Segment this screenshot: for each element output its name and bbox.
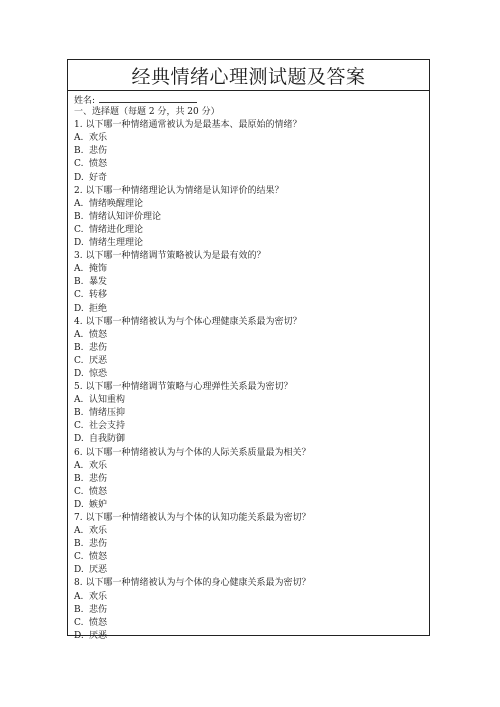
option-text: 情绪生理理论: [89, 238, 144, 249]
answer-option: [74, 617, 429, 630]
option-text: 悲伤: [89, 146, 108, 157]
answer-option: [74, 420, 429, 433]
answer-option: [74, 355, 429, 368]
option-letter: A.: [74, 329, 84, 340]
option-letter: A.: [74, 526, 84, 537]
answer-option: [74, 263, 429, 276]
option-text: 转移: [89, 290, 108, 301]
section-heading: 一、选择题（每题 2 分，共 20 分）: [74, 107, 220, 118]
answer-option: [74, 433, 429, 446]
option-text: 厌恶: [89, 565, 108, 576]
option-text: 情绪认知评价理论: [89, 211, 162, 222]
answer-option: [74, 172, 429, 185]
option-letter: C.: [74, 617, 84, 628]
option-letter: D.: [74, 630, 84, 641]
option-letter: C.: [74, 486, 84, 497]
option-text: 欢乐: [89, 526, 108, 537]
option-letter: A.: [74, 395, 84, 406]
title-row: [68, 60, 429, 91]
option-text: 悲伤: [89, 342, 108, 353]
question-text: 6. 以下哪一种情绪被认为与个体的人际关系质量最为相关？: [74, 447, 311, 458]
document-frame: [67, 59, 430, 641]
option-letter: C.: [74, 355, 84, 366]
option-letter: A.: [74, 133, 84, 144]
question-text: 5. 以下哪一种情绪调节策略与心理弹性关系最为密切？: [74, 382, 293, 393]
option-letter: A.: [74, 264, 84, 275]
answer-option: [74, 525, 429, 538]
option-letter: D.: [74, 238, 84, 249]
page-title: 经典情绪心理测试题及答案: [131, 65, 366, 88]
answer-option: [74, 289, 429, 302]
option-letter: D.: [74, 434, 84, 445]
option-text: 欢乐: [89, 460, 108, 471]
option-letter: A.: [74, 460, 84, 471]
option-text: 社会支持: [89, 421, 126, 432]
question-text: 7. 以下哪一种情绪被认为与个体的认知功能关系最为密切？: [74, 513, 311, 523]
option-letter: C.: [74, 159, 84, 170]
name-label: 姓名:: [74, 96, 96, 106]
document-body: [68, 91, 429, 643]
option-text: 认知重构: [89, 395, 126, 406]
option-text: 悲伤: [89, 604, 108, 615]
option-text: 悲伤: [89, 539, 108, 550]
option-text: 自我防御: [89, 434, 126, 445]
option-letter: C.: [74, 224, 84, 235]
option-text: 愤怒: [89, 552, 108, 563]
option-letter: D.: [74, 172, 84, 183]
answer-option: [74, 158, 429, 171]
option-letter: C.: [74, 421, 84, 432]
option-letter: A.: [74, 198, 84, 209]
option-letter: B.: [74, 473, 84, 484]
option-text: 情绪唤醒理论: [89, 198, 144, 209]
answer-option: [74, 460, 429, 473]
option-letter: A.: [74, 591, 84, 602]
option-letter: C.: [74, 552, 84, 563]
answer-option: [74, 237, 429, 250]
answer-option: [74, 394, 429, 407]
answer-option: [74, 591, 429, 604]
name-blank: [99, 93, 197, 103]
option-letter: B.: [74, 211, 84, 222]
option-letter: B.: [74, 408, 84, 419]
answer-option: [74, 486, 429, 499]
answer-option: [74, 473, 429, 486]
answer-option: [74, 368, 429, 381]
option-text: 情绪压抑: [89, 408, 126, 419]
question-text: 8. 以下哪一种情绪被认为与个体的身心健康关系最为密切？: [74, 578, 311, 589]
option-text: 嫉妒: [89, 499, 108, 510]
option-letter: D.: [74, 565, 84, 576]
question-text: 3. 以下哪一种情绪调节策略被认为是最有效的？: [74, 251, 266, 262]
answer-option: [74, 499, 429, 512]
option-text: 愤怒: [89, 486, 108, 497]
option-text: 惊恐: [89, 368, 108, 379]
name-line: [74, 93, 429, 106]
option-text: 好奇: [89, 172, 108, 183]
answer-option: [74, 342, 429, 355]
question-text: 1. 以下哪一种情绪通常被认为是最基本、最原始的情绪？: [74, 120, 302, 131]
option-letter: D.: [74, 499, 84, 510]
answer-option: [74, 551, 429, 564]
option-letter: B.: [74, 604, 84, 615]
answer-option: [74, 198, 429, 211]
answer-option: [74, 145, 429, 158]
answer-option: [74, 604, 429, 617]
question-text: 4. 以下哪一种情绪被认为与个体心理健康关系最为密切？: [74, 316, 302, 327]
option-text: 掩饰: [89, 264, 108, 275]
option-letter: B.: [74, 342, 84, 353]
option-text: 愤怒: [89, 159, 108, 170]
answer-option: [74, 132, 429, 145]
answer-option: [74, 224, 429, 237]
option-text: 愤怒: [89, 617, 108, 628]
option-letter: B.: [74, 539, 84, 550]
option-text: 暴发: [89, 277, 108, 288]
option-text: 欢乐: [89, 591, 108, 602]
option-text: 情绪进化理论: [89, 224, 144, 235]
option-text: 欢乐: [89, 133, 108, 144]
option-text: 厌恶: [89, 355, 108, 366]
option-text: 悲伤: [89, 473, 108, 484]
answer-option: [74, 538, 429, 551]
option-letter: B.: [74, 277, 84, 288]
answer-option: [74, 211, 429, 224]
option-letter: D.: [74, 368, 84, 379]
answer-option: [74, 303, 429, 316]
option-letter: B.: [74, 146, 84, 157]
answer-option: [74, 276, 429, 289]
answer-option: [74, 407, 429, 420]
option-text: 愤怒: [89, 329, 108, 340]
option-text: 拒绝: [89, 303, 108, 314]
answer-option: [74, 564, 429, 577]
question-list: [74, 119, 429, 643]
question-text: 2. 以下哪一种情绪理论认为情绪是认知评价的结果？: [74, 185, 284, 196]
option-letter: D.: [74, 303, 84, 314]
answer-option: [74, 329, 429, 342]
option-text: 厌恶: [89, 630, 108, 641]
option-letter: C.: [74, 290, 84, 301]
answer-option: [74, 630, 429, 643]
